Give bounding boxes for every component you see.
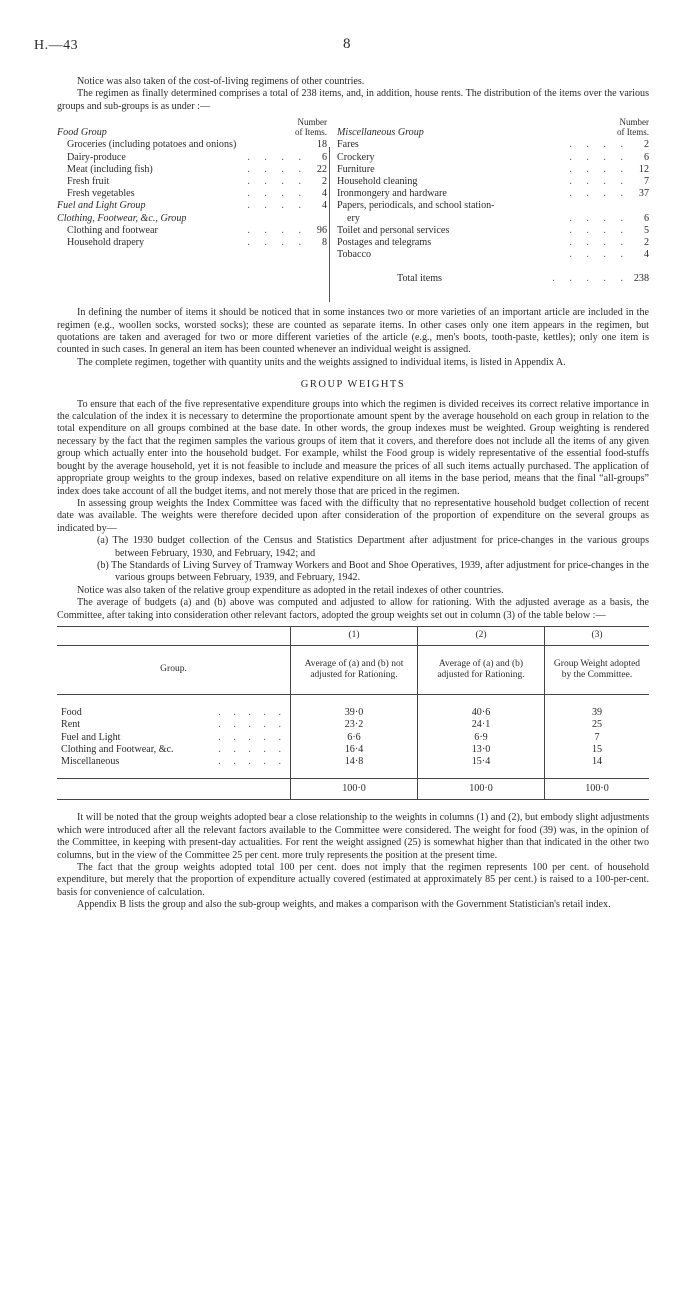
group-weights-paragraph-2: In assessing group weights the Index Committee was faced with the difficulty that no representative household budget collection of recent date was available. The weights were therefore decided upon after consideration of the proportion of expenditure on the several groups as indicated by— (57, 497, 649, 534)
group-weights-paragraph-3: Notice was also taken of the relative group expenditure as adopted in the retail indexes of other countries. (77, 584, 504, 596)
weight-value: 6·9 (474, 731, 488, 743)
items-row: Household cleaning . . . . 7 (337, 175, 649, 187)
list-item-a: (a) The 1930 budget collection of the Census and Statistics Department after adjustment for price-changes in the various groups between February, 1930, and February, 1942; and (97, 535, 649, 559)
group-weights-table (57, 626, 649, 800)
group-name: Clothing and Footwear, &c. (61, 743, 174, 755)
defining-paragraph-1: In defining the number of items it should be noticed that in some instances two or more varieties of an important article are included in the regimen (e.g., woollen socks, worsted socks); these are counted as separate items. In other cases only one item appears in the regimen, but quotations are taken and averaged for two or more different varieties of the article (e.g., men's boots, tooth-paste, kettles); only one item is counted in such cases. In general an item has been counted whenever an individual weight is assigned. (57, 307, 649, 356)
item-label: Clothing, Footwear, &c., Group (57, 212, 187, 224)
weight-value: 25 (591, 719, 603, 731)
items-right-column (337, 117, 649, 285)
item-count: 7 (643, 175, 649, 187)
weight-value: 39·0 (344, 706, 364, 718)
column-header-1: Average of (a) and (b) not adjusted for Rationing. (291, 645, 418, 694)
table-row: Miscellaneous . . . . . 14·8 15·4 14 (57, 756, 649, 779)
group-heading-food: Food Group (57, 127, 107, 139)
item-count: 6 (321, 151, 327, 163)
item-count: 6 (643, 212, 649, 224)
weight-value: 13·0 (471, 743, 491, 755)
items-distribution-table (57, 117, 649, 303)
section-heading-group-weights: GROUP WEIGHTS (300, 379, 406, 391)
weight-value: 14 (591, 756, 603, 768)
items-row: Clothing and footwear . . . . 96 (67, 224, 327, 236)
items-row: Fresh fruit . . . . 2 (67, 175, 327, 187)
items-left-column (57, 117, 327, 249)
total-column-1: 100·0 (291, 779, 418, 800)
items-row: Dairy-produce . . . . 6 (67, 151, 327, 163)
column-number-2: (2) (418, 626, 545, 645)
group-name: Miscellaneous (61, 756, 120, 768)
item-label: Meat (including fish) (67, 163, 153, 175)
item-count: 22 (316, 163, 327, 175)
number-of-items-header-left: Number of Items. (295, 117, 327, 138)
item-label: Groceries (including potatoes and onions) (67, 139, 237, 151)
item-count: 96 (316, 224, 327, 236)
column-number-row (57, 626, 649, 645)
defining-paragraph-2: The complete regimen, together with quantity units and the weights assigned to individual items, is listed in Appendix A. (77, 356, 566, 368)
column-header-3: Group Weight adopted by the Committee. (545, 645, 650, 694)
item-label: Fresh vegetables (67, 188, 135, 200)
left-rows (57, 139, 327, 249)
item-label: Fares (337, 139, 359, 151)
weights-table-body (57, 694, 649, 778)
closing-paragraph-3: Appendix B lists the group and also the sub-group weights, and makes a comparison with the Government Statistician's retail index. (77, 899, 611, 911)
group-name: Rent (61, 719, 81, 731)
item-label: Fresh fruit (67, 175, 110, 187)
items-row: Furniture . . . . 12 (337, 163, 649, 175)
item-count: 6 (643, 151, 649, 163)
item-label: Clothing and footwear (67, 224, 158, 236)
closing-paragraph-1: It will be noted that the group weights adopted bear a close relationship to the weights in columns (1) and (2), but embody slight adjustments which were introduced after all the relevant factors available to the Committee were considered. The weight for food (39) was, in the opinion of the Committee, in keeping with present-day actualities. For rent the weight assigned (25) is somewhat higher than that indicated in the other two columns, but in the view of the Committee 25 per cent. more truly represents the position at the present time. (57, 812, 649, 861)
item-label: Fuel and Light Group (57, 200, 146, 212)
list-item-b: (b) The Standards of Living Survey of Tramway Workers and Boot and Shoe Operatives, 1939, after adjustment for price-changes in the various groups between February, 1939, and February, 1942. (97, 559, 649, 584)
total-column-3: 100·0 (545, 779, 650, 800)
items-row: Postages and telegrams . . . . 2 (337, 236, 649, 248)
item-count: 2 (643, 236, 649, 248)
right-rows (337, 139, 649, 261)
weight-value: 24·1 (471, 719, 491, 731)
total-items-row: Total items . . . . . 238 (397, 273, 649, 285)
column-number-1: (1) (291, 626, 418, 645)
weight-value: 14·8 (344, 756, 364, 768)
item-label: Furniture (337, 163, 375, 175)
item-label: Tobacco (337, 249, 372, 261)
item-label: Household drapery (67, 236, 145, 248)
item-label: Household cleaning (337, 175, 418, 187)
document-code: H.—43 (34, 38, 79, 53)
item-label: Postages and telegrams (337, 236, 432, 248)
weight-value: 15·4 (471, 756, 491, 768)
item-count: 37 (638, 188, 649, 200)
group-weights-paragraph-4: The average of budgets (a) and (b) above was computed and adjusted to allow for rationing. With the adjusted average as a basis, the Committee, after taking into consideration other relevant factors, adopted the group weights set out in column (3) of the table below :— (57, 597, 649, 621)
items-row: Ironmongery and hardware . . . . 37 (337, 188, 649, 200)
intro-paragraph-1: Notice was also taken of the cost-of-living regimens of other countries. (77, 76, 365, 87)
weight-value: 15 (591, 743, 603, 755)
items-row: Fuel and Light Group . . . . 4 (57, 200, 327, 212)
column-divider (329, 147, 330, 302)
column-header-2: Average of (a) and (b) adjusted for Rationing. (418, 645, 545, 694)
column-header-row (57, 645, 649, 694)
item-label: ery (347, 212, 360, 224)
table-row: Clothing and Footwear, &c. . . . . . 16·4 13·0 15 (57, 744, 649, 756)
group-name: Fuel and Light (61, 731, 121, 743)
intro-paragraph-2: The regimen as finally determined comprises a total of 238 items, and, in addition, house rents. The distribution of the items over the various groups and sub-groups is as under :— (57, 88, 649, 112)
items-row: Fresh vegetables . . . . 4 (67, 188, 327, 200)
item-count: 5 (643, 224, 649, 236)
page-number: 8 (343, 36, 351, 52)
item-count: 18 (316, 139, 327, 151)
items-row: Toilet and personal services . . . . 5 (337, 224, 649, 236)
group-column-header: Group. (57, 645, 291, 694)
item-count: 4 (321, 200, 327, 212)
item-label: Ironmongery and hardware (337, 188, 447, 200)
weight-value: 23·2 (344, 719, 364, 731)
item-count: 2 (321, 175, 327, 187)
item-label: Crockery (337, 151, 375, 163)
items-row: Tobacco . . . . 4 (337, 249, 649, 261)
item-count: 4 (643, 249, 649, 261)
items-row (57, 213, 327, 225)
group-heading-miscellaneous: Miscellaneous Group (337, 127, 424, 139)
total-column-2: 100·0 (418, 779, 545, 800)
weight-value: 16·4 (344, 743, 364, 755)
item-label: Toilet and personal services (337, 224, 450, 236)
page-content (57, 76, 649, 912)
group-name: Food (61, 706, 82, 718)
items-row: Household drapery . . . . 8 (67, 236, 327, 248)
items-row (337, 200, 649, 212)
weight-value: 6·6 (347, 731, 361, 743)
item-count: 4 (321, 188, 327, 200)
items-row: Meat (including fish) . . . . 22 (67, 163, 327, 175)
item-count: 12 (638, 163, 649, 175)
column-number-3: (3) (545, 626, 650, 645)
number-of-items-header-right: Number of Items. (617, 117, 649, 138)
table-row: Food . . . . . 39·0 40·6 39 (57, 694, 649, 719)
group-weights-paragraph-1: To ensure that each of the five representative expenditure groups into which the regimen is divided receives its correct relative importance in the calculation of the index it is necessary to determine the proportionate amount spent by the average household on each group in relation to the total expenditure on all groups combined at the base date. In other words, the group indexes must be weighted. Group weighting is rendered necessary by the fact that the regimen samples the various groups of item that it covers, and therefore does not include all the items of any given group which actually enter into the household budget. For example, whilst the Food group is widely representative of the essential food-stuffs bought by the average household, yet it is not feasible to include and measure the prices of all such items actually purchased. The application of appropriate group weights to the group indexes, based on relative expenditure on all items in the base period, means that the final “all-groups” index does take account of all the budget items, and not merely those that are priced in the regimen. (57, 398, 649, 497)
items-row: ery . . . . 6 (347, 212, 649, 224)
item-count: 8 (321, 236, 327, 248)
table-row: Rent . . . . . 23·2 24·1 25 (57, 719, 649, 731)
item-label: Papers, periodicals, and school station- (337, 200, 495, 212)
weight-value: 40·6 (471, 706, 491, 718)
items-row (57, 139, 327, 151)
table-row: Fuel and Light . . . . . 6·6 6·9 7 (57, 732, 649, 744)
items-row: Fares . . . . 2 (337, 139, 649, 151)
items-row: Crockery . . . . 6 (337, 151, 649, 163)
item-count: 2 (643, 139, 649, 151)
closing-paragraph-2: The fact that the group weights adopted total 100 per cent. does not imply that the regimen represents 100 per cent. of household expenditure, but merely that the proportion of expenditure actually covered (estimated at approximately 85 per cent.) is raised to a 100-per-cent. basis for convenience of calculation. (57, 862, 649, 898)
weights-total-row (57, 779, 649, 800)
item-label: Dairy-produce (67, 151, 126, 163)
weight-value: 39 (591, 706, 603, 718)
weight-value: 7 (594, 731, 600, 743)
